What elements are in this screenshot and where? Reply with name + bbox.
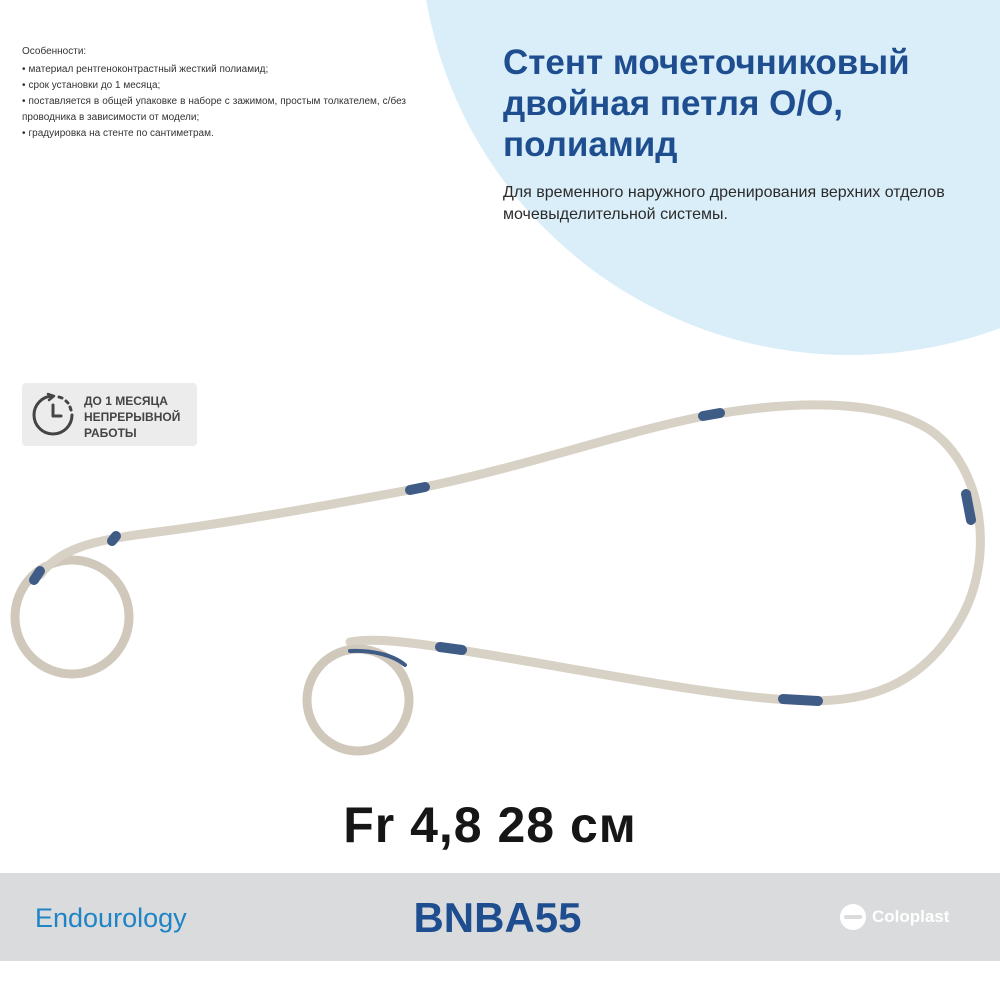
endourology-label: Endourology: [35, 903, 187, 933]
size-label: Fr 4,8 28 см: [343, 797, 637, 853]
features-list-item: • срок установки до 1 месяца;: [22, 80, 161, 91]
features-list-item: • материал рентгеноконтрастный жесткий полиамид;: [22, 64, 269, 75]
bullet-icon: •: [22, 128, 26, 139]
bullet-icon: •: [22, 96, 26, 107]
features-list-item: • поставляется в общей упаковке в наборе с зажимом, простым толкателем, с/без проводника в зависимости от модели;: [22, 96, 406, 123]
coloplast-logo-text: Coloplast: [872, 907, 950, 926]
stent-image: [0, 395, 1000, 775]
coloplast-logo: [840, 903, 949, 931]
product-title: Стент мочеточниковый двойная петля О/О, полиамид: [503, 43, 910, 164]
features-title: Особенности:: [22, 46, 87, 57]
bullet-icon: •: [22, 80, 26, 91]
badge-text: ДО 1 МЕСЯЦА НЕПРЕРЫВНОЙ РАБОТЫ: [84, 394, 181, 440]
footer-bar: [0, 873, 1000, 961]
bullet-icon: •: [22, 64, 26, 75]
product-code: BNBA55: [413, 894, 582, 941]
features-list: [22, 62, 406, 142]
coloplast-logo-icon: [840, 904, 866, 930]
product-description: Для временного наружного дренирования верхних отделов мочевыделительной системы.: [503, 184, 945, 223]
features-block: [22, 44, 406, 142]
features-list-item: • градуировка на стенте по сантиметрам.: [22, 128, 214, 139]
